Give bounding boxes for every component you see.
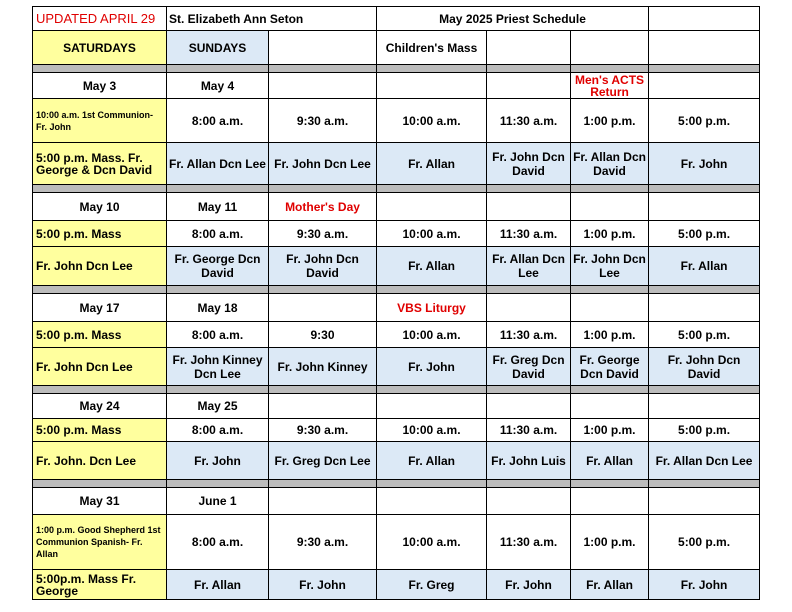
assigned-priest: Fr. Allan Dcn Lee bbox=[649, 442, 760, 480]
assigned-priest: Fr. John Dcn David bbox=[487, 143, 571, 185]
mass-time-row bbox=[33, 99, 760, 143]
mass-time: 10:00 a.m. bbox=[377, 322, 487, 348]
mass-time: 9:30 a.m. bbox=[269, 221, 377, 247]
event-note bbox=[487, 488, 571, 515]
priest-schedule-table bbox=[32, 6, 760, 600]
week-separator bbox=[33, 386, 760, 394]
assigned-priest: Fr. Allan bbox=[377, 442, 487, 480]
event-note bbox=[649, 294, 760, 322]
mass-time: 8:00 a.m. bbox=[167, 419, 269, 442]
saturday-date: May 24 bbox=[33, 394, 167, 419]
saturday-date: May 17 bbox=[33, 294, 167, 322]
mass-time: 10:00 a.m. bbox=[377, 515, 487, 570]
title-row bbox=[33, 7, 760, 31]
mass-time-row bbox=[33, 322, 760, 348]
event-note bbox=[649, 193, 760, 221]
assigned-priest: Fr. John Dcn David bbox=[269, 247, 377, 286]
mass-time: 9:30 a.m. bbox=[269, 99, 377, 143]
event-note bbox=[571, 294, 649, 322]
mass-time: 11:30 a.m. bbox=[487, 99, 571, 143]
mass-time: 10:00 a.m. bbox=[377, 99, 487, 143]
mass-time: 9:30 bbox=[269, 322, 377, 348]
mass-time: 1:00 p.m. bbox=[571, 322, 649, 348]
event-note bbox=[571, 488, 649, 515]
assigned-priest: Fr. John bbox=[377, 348, 487, 386]
event-note bbox=[269, 394, 377, 419]
mass-time: 8:00 a.m. bbox=[167, 322, 269, 348]
mass-time: 5:00 p.m. bbox=[649, 419, 760, 442]
assigned-priest: Fr. Allan bbox=[377, 247, 487, 286]
priest-row bbox=[33, 247, 760, 286]
event-note: VBS Liturgy bbox=[377, 294, 487, 322]
saturday-mass-info: 10:00 a.m. 1st Communion- Fr. John bbox=[33, 99, 167, 143]
mass-time: 5:00 p.m. bbox=[649, 322, 760, 348]
saturday-mass-info: 5:00 p.m. Mass bbox=[33, 419, 167, 442]
assigned-priest: Fr. John Dcn David bbox=[649, 348, 760, 386]
mass-time: 11:30 a.m. bbox=[487, 221, 571, 247]
event-note bbox=[649, 73, 760, 99]
week-separator bbox=[33, 480, 760, 488]
assigned-priest: Fr. John Kinney bbox=[269, 348, 377, 386]
mass-time: 11:30 a.m. bbox=[487, 515, 571, 570]
saturday-date: May 31 bbox=[33, 488, 167, 515]
priest-row bbox=[33, 442, 760, 480]
assigned-priest: Fr. Allan Dcn Lee bbox=[487, 247, 571, 286]
mass-time: 11:30 a.m. bbox=[487, 419, 571, 442]
event-note bbox=[649, 488, 760, 515]
assigned-priest: Fr. Allan bbox=[649, 247, 760, 286]
date-row bbox=[33, 294, 760, 322]
mass-time: 5:00 p.m. bbox=[649, 515, 760, 570]
date-row bbox=[33, 73, 760, 99]
assigned-priest: Fr. George Dcn David bbox=[571, 348, 649, 386]
assigned-priest: Fr. Allan bbox=[167, 570, 269, 600]
assigned-priest: Fr. Allan bbox=[571, 570, 649, 600]
saturday-mass-info: 5:00 p.m. Mass bbox=[33, 322, 167, 348]
event-note bbox=[377, 73, 487, 99]
assigned-priest: Fr. John bbox=[167, 442, 269, 480]
assigned-priest: Fr. Greg Dcn Lee bbox=[269, 442, 377, 480]
sunday-date: May 4 bbox=[167, 73, 269, 99]
saturday-priest-info: 5:00p.m. Mass Fr. George bbox=[33, 570, 167, 600]
saturday-priest-info: Fr. John Dcn Lee bbox=[33, 247, 167, 286]
saturday-priest-info: Fr. John Dcn Lee bbox=[33, 348, 167, 386]
mass-time: 5:00 p.m. bbox=[649, 99, 760, 143]
assigned-priest: Fr. Allan Dcn Lee bbox=[167, 143, 269, 185]
assigned-priest: Fr. John bbox=[487, 570, 571, 600]
saturdays-header: SATURDAYS bbox=[33, 31, 167, 65]
event-note: Mother's Day bbox=[269, 193, 377, 221]
event-note bbox=[649, 394, 760, 419]
event-note bbox=[487, 193, 571, 221]
sunday-date: May 25 bbox=[167, 394, 269, 419]
sundays-header: SUNDAYS bbox=[167, 31, 269, 65]
assigned-priest: Fr. Greg Dcn David bbox=[487, 348, 571, 386]
saturday-priest-info: Fr. John. Dcn Lee bbox=[33, 442, 167, 480]
mass-time: 9:30 a.m. bbox=[269, 515, 377, 570]
event-note bbox=[487, 394, 571, 419]
priest-row bbox=[33, 348, 760, 386]
event-note bbox=[269, 73, 377, 99]
date-row bbox=[33, 193, 760, 221]
assigned-priest: Fr. John Dcn Lee bbox=[269, 143, 377, 185]
saturday-priest-info: 5:00 p.m. Mass. Fr. George & Dcn David bbox=[33, 143, 167, 185]
event-note bbox=[487, 294, 571, 322]
date-row bbox=[33, 488, 760, 515]
column-header-row bbox=[33, 31, 760, 65]
assigned-priest: Fr. Allan bbox=[571, 442, 649, 480]
mass-time: 10:00 a.m. bbox=[377, 221, 487, 247]
saturday-mass-info: 1:00 p.m. Good Shepherd 1st Communion Spanish- Fr. Allan bbox=[33, 515, 167, 570]
week-separator bbox=[33, 65, 760, 73]
priest-row bbox=[33, 143, 760, 185]
event-note bbox=[571, 193, 649, 221]
sunday-date: June 1 bbox=[167, 488, 269, 515]
assigned-priest: Fr. Allan bbox=[377, 143, 487, 185]
mass-time: 1:00 p.m. bbox=[571, 99, 649, 143]
sunday-date: May 18 bbox=[167, 294, 269, 322]
saturday-date: May 10 bbox=[33, 193, 167, 221]
assigned-priest: Fr. Greg bbox=[377, 570, 487, 600]
mass-time: 1:00 p.m. bbox=[571, 419, 649, 442]
mass-time: 1:00 p.m. bbox=[571, 515, 649, 570]
week-separator bbox=[33, 185, 760, 193]
event-note bbox=[571, 394, 649, 419]
event-note bbox=[377, 488, 487, 515]
date-row bbox=[33, 394, 760, 419]
week-separator bbox=[33, 286, 760, 294]
event-note bbox=[487, 73, 571, 99]
mass-time: 11:30 a.m. bbox=[487, 322, 571, 348]
assigned-priest: Fr. John Luis bbox=[487, 442, 571, 480]
assigned-priest: Fr. John bbox=[649, 143, 760, 185]
childrens-mass-header: Children's Mass bbox=[377, 31, 487, 65]
assigned-priest: Fr. George Dcn David bbox=[167, 247, 269, 286]
mass-time: 8:00 a.m. bbox=[167, 221, 269, 247]
saturday-mass-info: 5:00 p.m. Mass bbox=[33, 221, 167, 247]
event-note: Men's ACTS Return bbox=[571, 73, 649, 99]
assigned-priest: Fr. John Dcn Lee bbox=[571, 247, 649, 286]
mass-time: 5:00 p.m. bbox=[649, 221, 760, 247]
event-note bbox=[269, 488, 377, 515]
event-note bbox=[377, 193, 487, 221]
parish-name: St. Elizabeth Ann Seton bbox=[167, 7, 377, 31]
mass-time: 1:00 p.m. bbox=[571, 221, 649, 247]
priest-row bbox=[33, 570, 760, 600]
mass-time: 10:00 a.m. bbox=[377, 419, 487, 442]
event-note bbox=[377, 394, 487, 419]
schedule-title: May 2025 Priest Schedule bbox=[377, 7, 649, 31]
saturday-date: May 3 bbox=[33, 73, 167, 99]
mass-time-row bbox=[33, 515, 760, 570]
mass-time-row bbox=[33, 419, 760, 442]
mass-time: 8:00 a.m. bbox=[167, 99, 269, 143]
mass-time-row bbox=[33, 221, 760, 247]
assigned-priest: Fr. Allan Dcn David bbox=[571, 143, 649, 185]
mass-time: 9:30 a.m. bbox=[269, 419, 377, 442]
sunday-date: May 11 bbox=[167, 193, 269, 221]
assigned-priest: Fr. John Kinney Dcn Lee bbox=[167, 348, 269, 386]
assigned-priest: Fr. John bbox=[269, 570, 377, 600]
assigned-priest: Fr. John bbox=[649, 570, 760, 600]
updated-note: UPDATED APRIL 29 bbox=[33, 7, 167, 31]
event-note bbox=[269, 294, 377, 322]
mass-time: 8:00 a.m. bbox=[167, 515, 269, 570]
